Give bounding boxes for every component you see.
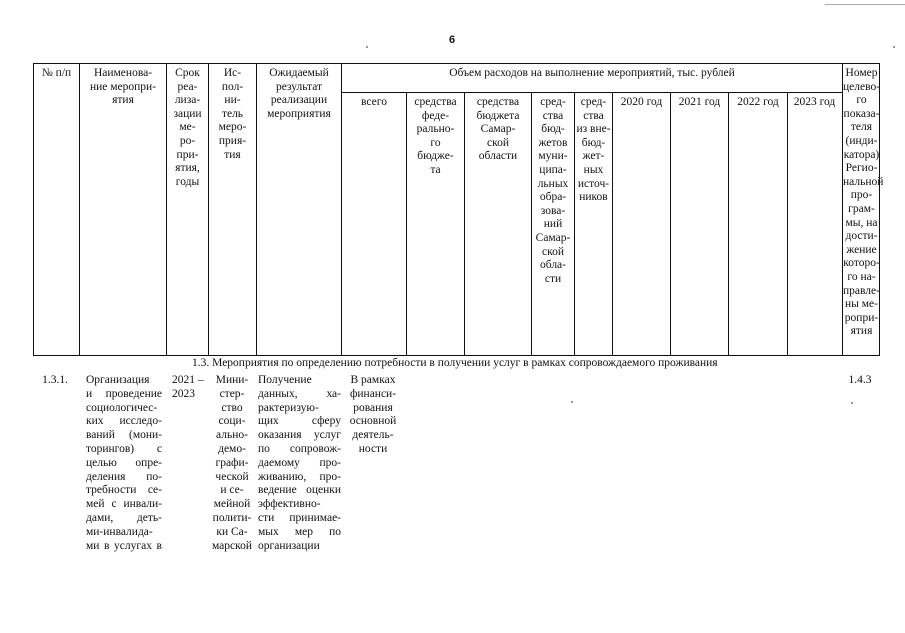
row-result-line: щих сферу — [258, 415, 341, 428]
scan-speck — [851, 402, 853, 404]
row-financing-line: рования — [353, 401, 393, 414]
column-divider — [670, 93, 671, 355]
row-result-line: сти принимае- — [258, 511, 341, 524]
row-name-line: дами, деть- — [86, 511, 162, 524]
column-divider — [787, 93, 788, 355]
row-result-line: по сопровож- — [258, 442, 341, 455]
row-name-line: Организация — [86, 374, 150, 386]
row-result-line: ведение оценки — [258, 484, 341, 497]
expenses-subheader-rule — [341, 92, 842, 93]
scan-speck — [366, 46, 368, 48]
row-executor-line: ки Са- — [216, 525, 248, 538]
header-expenses-regional: средства бюджета Самар- ской области — [476, 96, 520, 163]
row-result-line: даемому про- — [258, 456, 341, 469]
row-result-line: оказания услуг — [258, 429, 341, 442]
row-financing-line: финанси- — [349, 387, 397, 400]
header-year-2022: 2022 год — [737, 96, 779, 108]
row-name — [86, 374, 162, 553]
row-executor-line: мейной — [213, 498, 251, 511]
header-year-2020: 2020 год — [620, 96, 663, 108]
header-executor: Ис- пол- ни- тель меро- прия- тия — [218, 67, 247, 161]
row-executor-line: ально- — [216, 429, 248, 442]
row-name-line: торингов) с — [86, 442, 162, 455]
row-result-line: организации — [258, 539, 320, 552]
row-executor — [210, 374, 254, 553]
header-year-2021: 2021 год — [678, 96, 721, 108]
row-financing — [344, 374, 402, 457]
row-executor-line: ство — [221, 401, 243, 414]
row-executor-line: графи- — [215, 456, 249, 469]
row-financing-line: ности — [358, 442, 388, 455]
row-result-line: эффективно- — [258, 498, 321, 511]
row-name-line: ких исследо- — [86, 415, 162, 428]
table-header — [33, 63, 884, 356]
row-result-line: живанию, про- — [258, 470, 341, 483]
header-expenses-municipal: сред- ства бюд- жетов муни- ципа- льных обра- зова- ний Самар- ской обла- сти — [535, 96, 571, 285]
header-result: Ожидаемый результат реализации мероприятия — [267, 67, 331, 120]
page-number: 6 — [448, 34, 456, 46]
row-name-line: требности се- — [86, 484, 162, 497]
row-executor-line: полити- — [212, 511, 252, 524]
scan-speck — [571, 401, 573, 403]
row-name-line: социологичес- — [86, 401, 158, 414]
section-title: 1.3. Мероприятия по определению потребности в получении услуг в рамках сопровождаемого проживания — [192, 357, 718, 369]
row-term-line: 2021 – — [172, 374, 204, 386]
scan-speck — [893, 46, 895, 48]
header-expenses-total: всего — [361, 96, 387, 108]
row-name-line: мей с инвали- — [86, 498, 162, 511]
top-edge-rule — [825, 4, 905, 5]
row-executor-line: ческой — [215, 470, 249, 483]
row-executor-line: соци- — [218, 415, 246, 428]
header-year-2023: 2023 год — [793, 96, 836, 108]
row-result-line: данных, ха- — [258, 387, 341, 400]
row-result-line: Получение — [258, 374, 312, 386]
row-result-line: мых мер по — [258, 525, 341, 538]
row-executor-line: стер- — [219, 387, 245, 400]
row-executor-line: демо- — [218, 442, 246, 455]
row-name-line: ваний (мони- — [86, 429, 162, 442]
row-financing-line: В рамках — [350, 374, 396, 386]
header-name: Наименова- ние меропри- ятия — [89, 67, 157, 107]
row-indicator: 1.4.3 — [848, 374, 872, 386]
row-financing-line: основной — [349, 415, 397, 428]
row-executor-line: Мини- — [215, 374, 249, 386]
row-name-line: деления по- — [86, 470, 162, 483]
row-name-line: целью опре- — [86, 456, 162, 469]
row-name-line: ми-инвалида- — [86, 525, 153, 538]
header-expenses-title: Объем расходов на выполнение мероприятий, тыс. рублей — [449, 67, 735, 79]
row-result — [258, 374, 341, 553]
row-name-line: ми в услугах в — [86, 539, 162, 552]
row-financing-line: деятель- — [352, 429, 394, 442]
row-term-line: 2023 — [172, 387, 195, 400]
row-result-line: рактеризую- — [258, 401, 319, 414]
header-term: Срок реа- лиза- зации ме- ро- при- ятия, годы — [173, 67, 202, 188]
row-name-line: и проведение — [86, 387, 162, 400]
row-executor-line: марской — [211, 539, 253, 552]
header-indicator: Номер целево- го показа- теля (инди- катора) Регио- нальной про- грам- мы, на дости- жение которо- го на- правле- ны ме- ропри- ятия — [843, 67, 884, 338]
header-expenses-federal: средства феде- рально- го бюдже- та — [414, 96, 457, 176]
column-divider — [728, 93, 729, 355]
header-num: № п/п — [41, 67, 72, 79]
header-expenses-extrabudget: сред- ства из вне- бюд- жет- ных источ- ников — [576, 96, 611, 204]
row-term — [172, 374, 208, 402]
row-number: 1.3.1. — [42, 374, 68, 386]
row-executor-line: и се- — [220, 484, 244, 497]
